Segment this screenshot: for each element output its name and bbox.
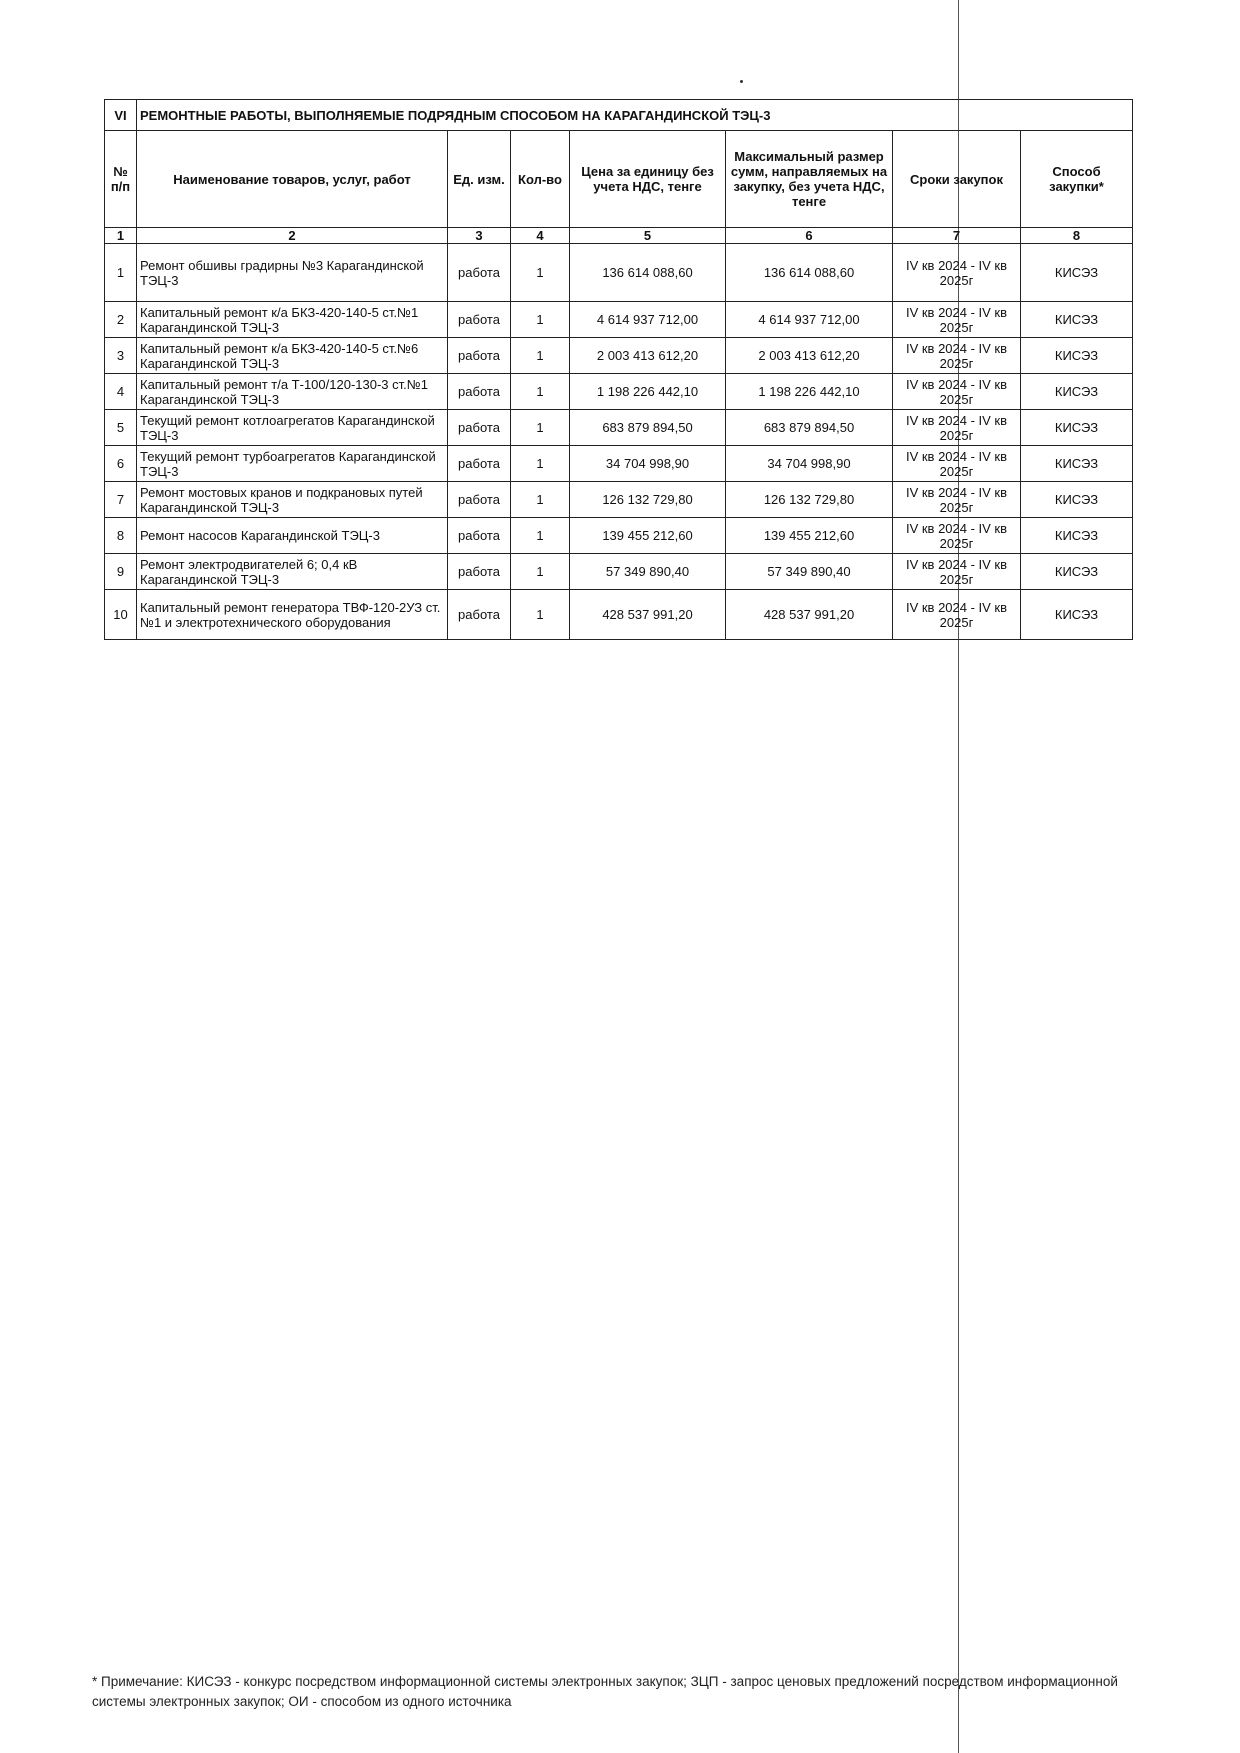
row-term: IV кв 2024 - IV кв 2025г (893, 374, 1021, 410)
row-qty: 1 (511, 482, 570, 518)
row-method: КИСЭЗ (1021, 338, 1133, 374)
row-total: 136 614 088,60 (726, 244, 893, 302)
row-total: 34 704 998,90 (726, 446, 893, 482)
table-row (105, 554, 1133, 590)
row-method: КИСЭЗ (1021, 554, 1133, 590)
row-total: 683 879 894,50 (726, 410, 893, 446)
col-number: 8 (1021, 228, 1133, 244)
col-number: 6 (726, 228, 893, 244)
row-total: 1 198 226 442,10 (726, 374, 893, 410)
row-total: 428 537 991,20 (726, 590, 893, 640)
row-price: 136 614 088,60 (570, 244, 726, 302)
row-unit: работа (448, 554, 511, 590)
footnote: * Примечание: КИСЭЗ - конкурс посредством информационной системы электронных закупок; ЗЦП - запрос ценовых предложений посредством информационной системы электронных закупок; ОИ - способом из одного источника (92, 1674, 1118, 1709)
row-price: 4 614 937 712,00 (570, 302, 726, 338)
row-number: 3 (105, 338, 137, 374)
col-number: 7 (893, 228, 1021, 244)
row-name: Ремонт обшивы градирны №3 Карагандинской ТЭЦ-3 (137, 244, 448, 302)
row-term: IV кв 2024 - IV кв 2025г (893, 554, 1021, 590)
row-qty: 1 (511, 302, 570, 338)
row-total: 2 003 413 612,20 (726, 338, 893, 374)
table-row (105, 518, 1133, 554)
row-unit: работа (448, 482, 511, 518)
row-method: КИСЭЗ (1021, 302, 1133, 338)
row-name: Капитальный ремонт к/а БКЗ-420-140-5 ст.№6 Карагандинской ТЭЦ-3 (137, 338, 448, 374)
row-qty: 1 (511, 446, 570, 482)
row-term: IV кв 2024 - IV кв 2025г (893, 482, 1021, 518)
row-name: Капитальный ремонт к/а БКЗ-420-140-5 ст.№1 Карагандинской ТЭЦ-3 (137, 302, 448, 338)
row-unit: работа (448, 374, 511, 410)
row-qty: 1 (511, 590, 570, 640)
col-header-price: Цена за единицу без учета НДС, тенге (570, 131, 726, 228)
scan-speck (740, 80, 743, 83)
row-name: Текущий ремонт турбоагрегатов Карагандинской ТЭЦ-3 (137, 446, 448, 482)
row-number: 6 (105, 446, 137, 482)
row-number: 9 (105, 554, 137, 590)
col-number: 3 (448, 228, 511, 244)
row-unit: работа (448, 446, 511, 482)
row-name: Текущий ремонт котлоагрегатов Карагандинской ТЭЦ-3 (137, 410, 448, 446)
table-row (105, 302, 1133, 338)
row-total: 4 614 937 712,00 (726, 302, 893, 338)
row-number: 1 (105, 244, 137, 302)
col-header-method: Способ закупки* (1021, 131, 1133, 228)
row-term: IV кв 2024 - IV кв 2025г (893, 244, 1021, 302)
table-row (105, 244, 1133, 302)
row-qty: 1 (511, 518, 570, 554)
col-header-term: Сроки закупок (893, 131, 1021, 228)
col-header-unit: Ед. изм. (448, 131, 511, 228)
row-method: КИСЭЗ (1021, 590, 1133, 640)
col-number: 5 (570, 228, 726, 244)
row-number: 10 (105, 590, 137, 640)
row-term: IV кв 2024 - IV кв 2025г (893, 446, 1021, 482)
row-number: 4 (105, 374, 137, 410)
row-method: КИСЭЗ (1021, 374, 1133, 410)
row-unit: работа (448, 518, 511, 554)
row-unit: работа (448, 590, 511, 640)
row-unit: работа (448, 244, 511, 302)
row-price: 139 455 212,60 (570, 518, 726, 554)
row-number: 8 (105, 518, 137, 554)
row-name: Ремонт мостовых кранов и подкрановых путей Карагандинской ТЭЦ-3 (137, 482, 448, 518)
row-term: IV кв 2024 - IV кв 2025г (893, 338, 1021, 374)
col-header-qty: Кол-во (511, 131, 570, 228)
row-qty: 1 (511, 554, 570, 590)
row-term: IV кв 2024 - IV кв 2025г (893, 518, 1021, 554)
row-unit: работа (448, 338, 511, 374)
section-title: РЕМОНТНЫЕ РАБОТЫ, ВЫПОЛНЯЕМЫЕ ПОДРЯДНЫМ СПОСОБОМ НА КАРАГАНДИНСКОЙ ТЭЦ-3 (137, 100, 1133, 131)
row-method: КИСЭЗ (1021, 410, 1133, 446)
row-total: 126 132 729,80 (726, 482, 893, 518)
row-number: 7 (105, 482, 137, 518)
table-row (105, 446, 1133, 482)
col-number: 2 (137, 228, 448, 244)
table-row (105, 410, 1133, 446)
section-number: VI (105, 100, 137, 131)
row-number: 5 (105, 410, 137, 446)
section-header-row (105, 100, 1133, 131)
row-method: КИСЭЗ (1021, 518, 1133, 554)
row-method: КИСЭЗ (1021, 244, 1133, 302)
row-unit: работа (448, 302, 511, 338)
row-method: КИСЭЗ (1021, 446, 1133, 482)
col-header-total: Максимальный размер сумм, направляемых на закупку, без учета НДС, тенге (726, 131, 893, 228)
row-qty: 1 (511, 338, 570, 374)
table-row (105, 374, 1133, 410)
col-header-name: Наименование товаров, услуг, работ (137, 131, 448, 228)
row-price: 126 132 729,80 (570, 482, 726, 518)
row-name: Капитальный ремонт генератора ТВФ-120-2УЗ ст.№1 и электротехнического оборудования (137, 590, 448, 640)
row-number: 2 (105, 302, 137, 338)
row-qty: 1 (511, 244, 570, 302)
row-name: Ремонт насосов Карагандинской ТЭЦ-3 (137, 518, 448, 554)
table-row (105, 338, 1133, 374)
col-header-number: № п/п (105, 131, 137, 228)
row-qty: 1 (511, 374, 570, 410)
column-number-row (105, 228, 1133, 244)
row-price: 34 704 998,90 (570, 446, 726, 482)
row-price: 428 537 991,20 (570, 590, 726, 640)
row-term: IV кв 2024 - IV кв 2025г (893, 410, 1021, 446)
row-price: 683 879 894,50 (570, 410, 726, 446)
procurement-table (104, 99, 1133, 640)
column-header-row (105, 131, 1133, 228)
col-number: 1 (105, 228, 137, 244)
table-row (105, 482, 1133, 518)
row-total: 139 455 212,60 (726, 518, 893, 554)
row-name: Капитальный ремонт т/а Т-100/120-130-3 ст.№1 Карагандинской ТЭЦ-3 (137, 374, 448, 410)
row-unit: работа (448, 410, 511, 446)
table-row (105, 590, 1133, 640)
row-term: IV кв 2024 - IV кв 2025г (893, 302, 1021, 338)
row-term: IV кв 2024 - IV кв 2025г (893, 590, 1021, 640)
row-price: 1 198 226 442,10 (570, 374, 726, 410)
row-method: КИСЭЗ (1021, 482, 1133, 518)
row-qty: 1 (511, 410, 570, 446)
col-number: 4 (511, 228, 570, 244)
row-name: Ремонт электродвигателей 6; 0,4 кВ Карагандинской ТЭЦ-3 (137, 554, 448, 590)
row-price: 2 003 413 612,20 (570, 338, 726, 374)
row-price: 57 349 890,40 (570, 554, 726, 590)
row-total: 57 349 890,40 (726, 554, 893, 590)
